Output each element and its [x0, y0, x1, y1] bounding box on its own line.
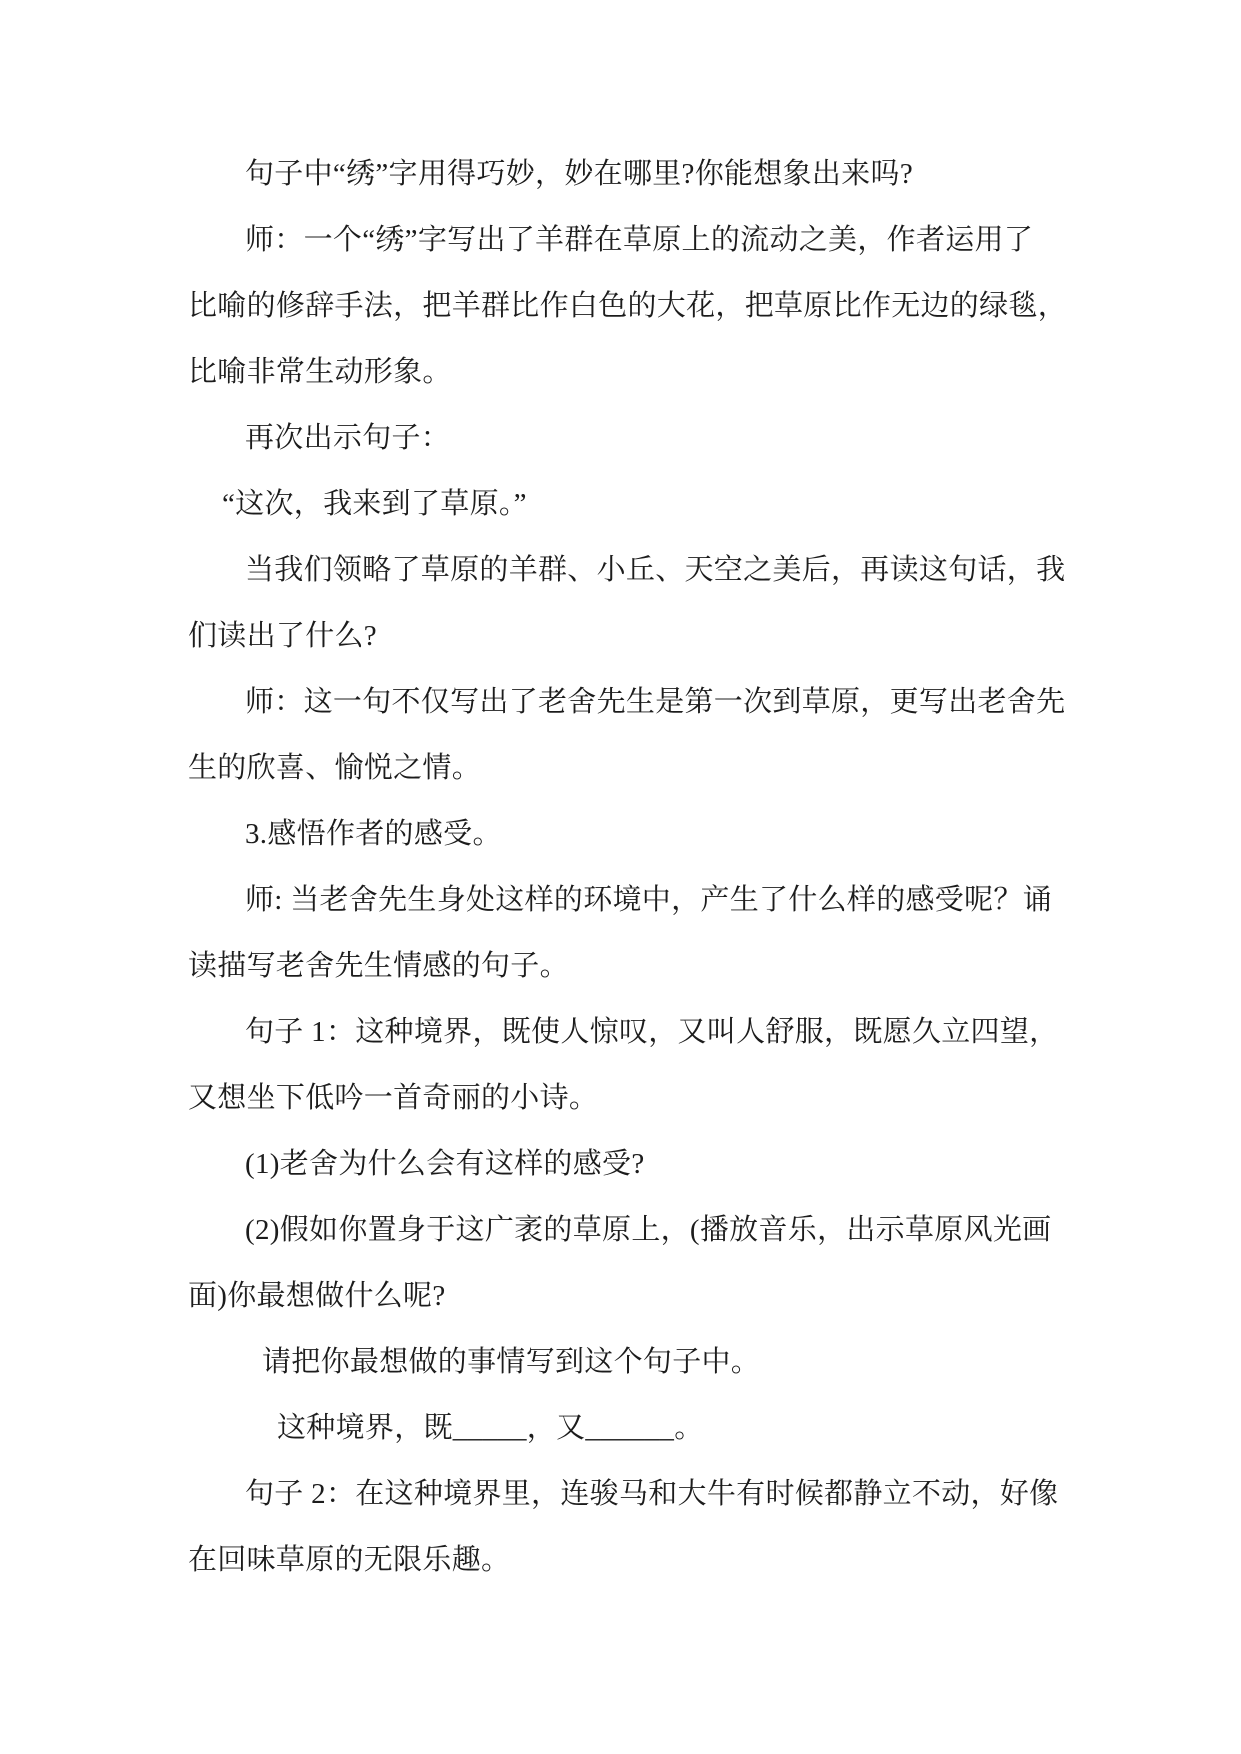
text-line: 师：这一句不仅写出了老舍先生是第一次到草原，更写出老舍先 — [245, 686, 1066, 718]
text-line: 们读出了什么? — [188, 620, 377, 652]
text-line: 生的欣喜、愉悦之情。 — [188, 752, 482, 784]
text-line: “这次，我来到了草原。” — [222, 488, 527, 520]
text-line: 当我们领略了草原的羊群、小丘、天空之美后，再读这句话，我 — [245, 554, 1066, 586]
text-line: 请把你最想做的事情写到这个句子中。 — [262, 1346, 761, 1378]
text-line: 句子 1：这种境界，既使人惊叹，又叫人舒服，既愿久立四望， — [245, 1016, 1059, 1048]
text-line: 3.感悟作者的感受。 — [245, 818, 502, 850]
document-body — [188, 141, 1073, 1593]
text-line: 比喻非常生动形象。 — [188, 356, 452, 388]
text-line: 又想坐下低吟一首奇丽的小诗。 — [188, 1082, 599, 1114]
text-line: 比喻的修辞手法，把羊群比作白色的大花，把草原比作无边的绿毯， — [188, 290, 1068, 322]
text-line: (1)老舍为什么会有这样的感受? — [245, 1148, 645, 1180]
text-line: 这种境界，既_____，又______。 — [277, 1412, 704, 1444]
text-line: 师：一个“绣”字写出了羊群在草原上的流动之美，作者运用了 — [245, 224, 1034, 256]
text-line: 再次出示句子： — [245, 422, 451, 454]
text-line: 面)你最想做什么呢? — [188, 1280, 446, 1312]
text-line: 在回味草原的无限乐趣。 — [188, 1544, 511, 1576]
text-line: 句子 2：在这种境界里，连骏马和大牛有时候都静立不动，好像 — [245, 1478, 1059, 1510]
text-line: 读描写老舍先生情感的句子。 — [188, 950, 569, 982]
text-line: (2)假如你置身于这广袤的草原上，(播放音乐，出示草原风光画 — [245, 1214, 1052, 1246]
text-line: 师: 当老舍先生身处这样的环境中，产生了什么样的感受呢？诵 — [245, 884, 1053, 916]
text-line: 句子中“绣”字用得巧妙，妙在哪里?你能想象出来吗? — [245, 158, 913, 190]
